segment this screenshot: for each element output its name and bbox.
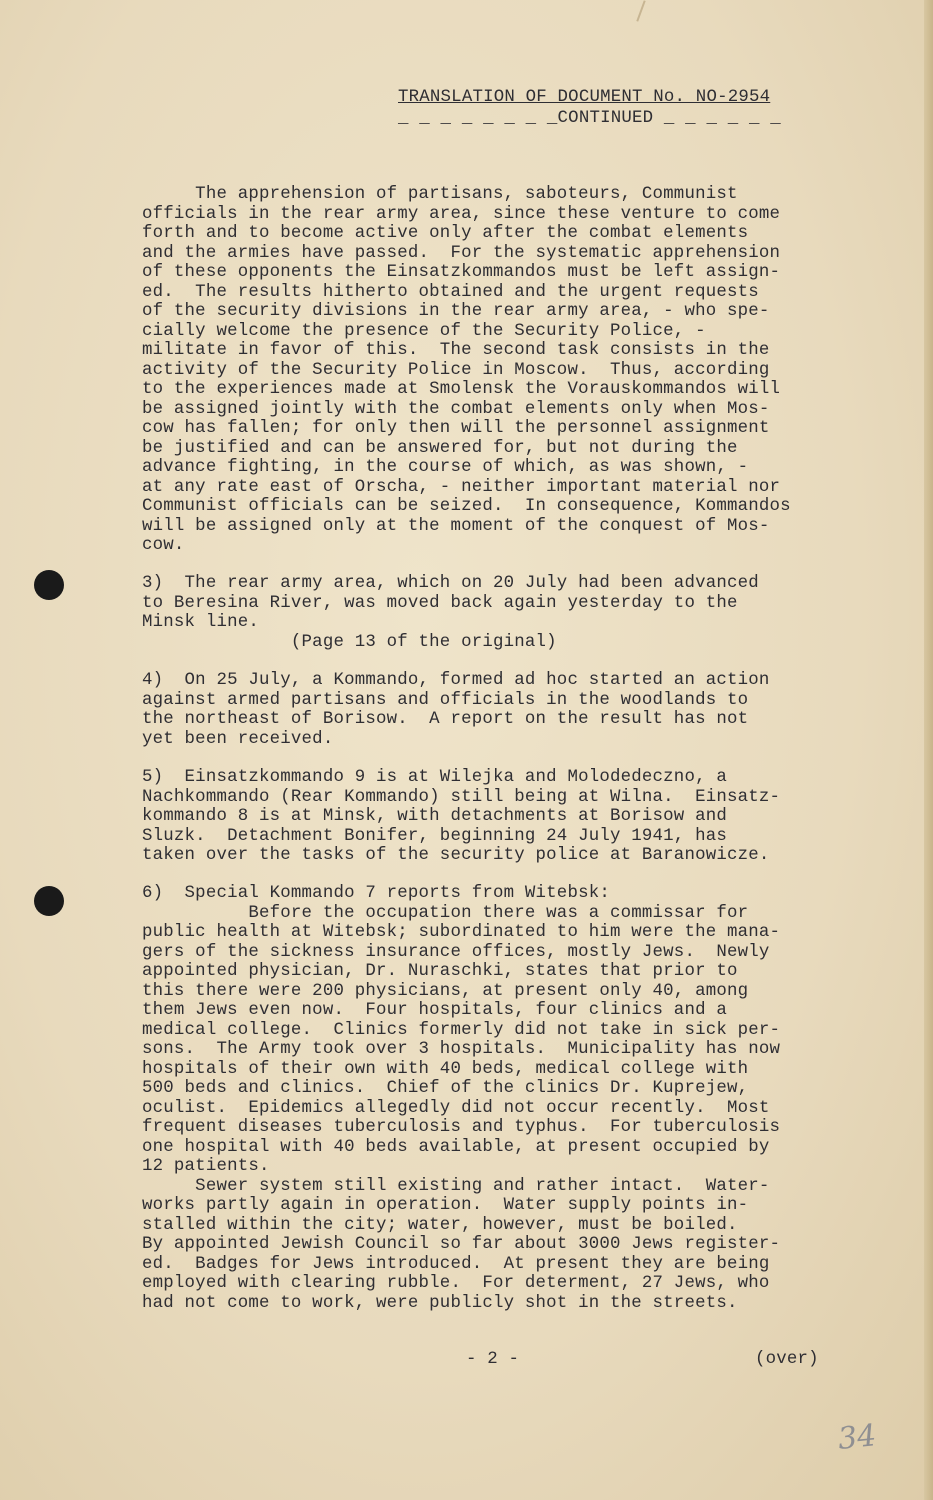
continued-line: _ _ _ _ _ _ _ _CONTINUED _ _ _ _ _ _: [398, 109, 781, 128]
page-number: - 2 -: [466, 1350, 520, 1369]
text-line: of these opponents the Einsatzkommandos must be left assign-: [142, 263, 781, 282]
text-line: By appointed Jewish Council so far about 3000 Jews register-: [142, 1235, 781, 1254]
text-line: militate in favor of this. The second task consists in the: [142, 341, 770, 360]
text-line: to Beresina River, was moved back again yesterday to the: [142, 593, 738, 613]
punch-hole-top: [34, 570, 64, 600]
text-line: them Jews even now. Four hospitals, four clinics and a: [142, 1001, 727, 1020]
text-line: 500 beds and clinics. Chief of the clinics Dr. Kuprejew,: [142, 1079, 749, 1098]
text-line: 6) Special Kommando 7 reports from Witebsk:: [142, 884, 610, 903]
text-line: taken over the tasks of the security police at Baranowicze.: [142, 846, 770, 865]
text-line: 5) Einsatzkommando 9 is at Wilejka and Molodedeczno, a: [142, 768, 727, 787]
text-line: the northeast of Borisow. A report on the result has not: [142, 710, 749, 729]
text-line: forth and to become active only after the combat elements: [142, 224, 749, 243]
text-line: 4) On 25 July, a Kommando, formed ad hoc started an action: [142, 671, 770, 690]
text-line: against armed partisans and officials in the woodlands to: [142, 690, 749, 710]
text-line: cially welcome the presence of the Security Police, -: [142, 321, 706, 341]
text-line: sons. The Army took over 3 hospitals. Municipality has now: [142, 1040, 781, 1059]
text-line: hospitals of their own with 40 beds, medical college with: [142, 1059, 749, 1079]
text-line: works partly again in operation. Water supply points in-: [142, 1196, 749, 1215]
text-line: had not come to work, were publicly shot in the streets.: [142, 1293, 738, 1313]
text-line: 3) The rear army area, which on 20 July had been advanced: [142, 574, 759, 593]
text-line: this there were 200 physicians, at present only 40, among: [142, 981, 749, 1001]
text-line: of the security divisions in the rear army area, - who spe-: [142, 302, 770, 321]
paper-edge: [924, 0, 933, 1500]
text-line: (Page 13 of the original): [142, 632, 557, 652]
text-line: medical college. Clinics formerly did not take in sick per-: [142, 1020, 781, 1040]
text-line: will be assigned only at the moment of the conquest of Mos-: [142, 516, 770, 536]
text-line: cow has fallen; for only then will the personnel assignment: [142, 419, 770, 438]
text-line: stalled within the city; water, however, must be boiled.: [142, 1215, 738, 1235]
text-line: activity of the Security Police in Moscow. Thus, according: [142, 360, 770, 380]
paper-scratch: [636, 0, 645, 21]
text-line: The apprehension of partisans, saboteurs, Communist: [142, 185, 738, 204]
text-line: advance fighting, in the course of which, as was shown, -: [142, 458, 749, 477]
text-line: be justified and can be answered for, but not during the: [142, 438, 738, 458]
handwritten-folio: 34: [836, 1418, 878, 1457]
text-line: yet been received.: [142, 729, 334, 749]
text-line: appointed physician, Dr. Nuraschki, states that prior to: [142, 962, 738, 981]
text-line: 12 patients.: [142, 1157, 270, 1176]
over-note: (over): [755, 1350, 819, 1369]
text-line: ed. The results hitherto obtained and the urgent requests: [142, 282, 759, 302]
text-line: employed with clearing rubble. For determent, 27 Jews, who: [142, 1274, 770, 1293]
text-line: and the armies have passed. For the systematic apprehension: [142, 243, 781, 263]
text-line: kommando 8 is at Minsk, with detachments at Borisow and: [142, 807, 727, 826]
text-line: public health at Witebsk; subordinated to him were the mana-: [142, 923, 781, 942]
text-line: Before the occupation there was a commissar for: [142, 903, 749, 923]
text-line: be assigned jointly with the combat elements only when Mos-: [142, 399, 770, 419]
text-line: Sewer system still existing and rather intact. Water-: [142, 1176, 770, 1196]
punch-hole-bottom: [34, 886, 64, 916]
text-line: Minsk line.: [142, 613, 259, 632]
document-title: TRANSLATION OF DOCUMENT No. NO-2954: [398, 88, 771, 107]
text-line: frequent diseases tuberculosis and typhus. For tuberculosis: [142, 1118, 781, 1137]
text-line: Nachkommando (Rear Kommando) still being at Wilna. Einsatz-: [142, 787, 781, 807]
text-line: oculist. Epidemics allegedly did not occur recently. Most: [142, 1098, 770, 1118]
text-line: to the experiences made at Smolensk the Vorauskommandos will: [142, 380, 781, 399]
text-line: ed. Badges for Jews introduced. At present they are being: [142, 1254, 770, 1274]
text-line: at any rate east of Orscha, - neither important material nor: [142, 477, 781, 497]
text-line: gers of the sickness insurance offices, mostly Jews. Newly: [142, 942, 770, 962]
text-line: cow.: [142, 536, 185, 555]
text-line: officials in the rear army area, since these venture to come: [142, 204, 781, 224]
text-line: one hospital with 40 beds available, at present occupied by: [142, 1137, 770, 1157]
text-line: Communist officials can be seized. In consequence, Kommandos: [142, 497, 791, 516]
text-line: Sluzk. Detachment Bonifer, beginning 24 July 1941, has: [142, 826, 727, 846]
